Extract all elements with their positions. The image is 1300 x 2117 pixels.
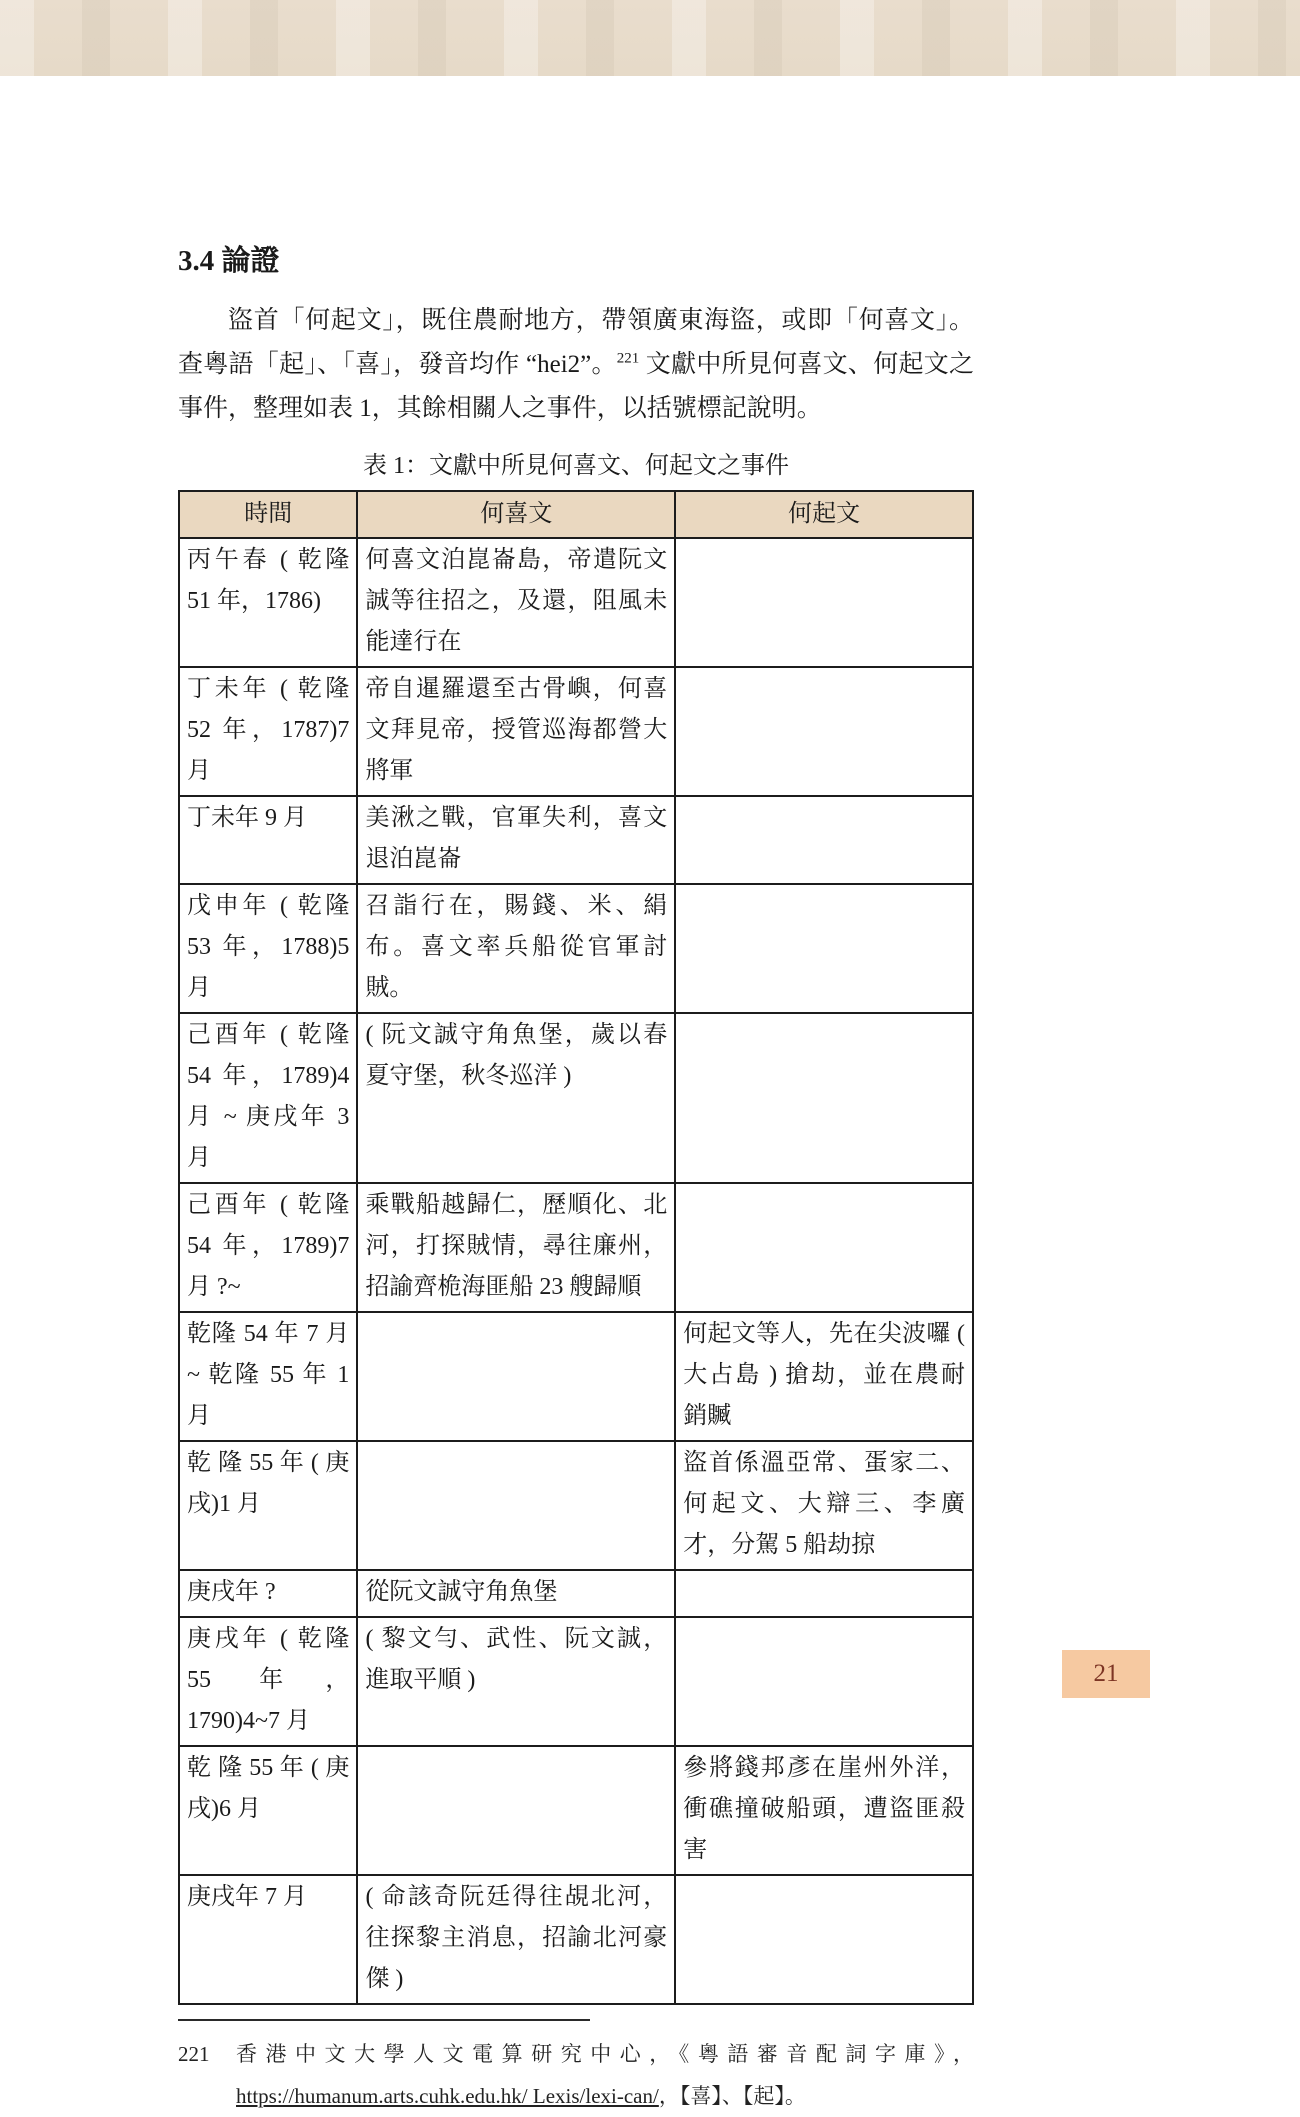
cell-time: 丁未年 ( 乾隆 52 年，1787)7 月 [179, 667, 357, 796]
table-row [179, 1570, 973, 1617]
events-table [178, 490, 974, 2005]
cell-time: 丁未年 9 月 [179, 796, 357, 884]
footnote-number: 221 [178, 2042, 210, 2066]
table-row [179, 538, 973, 667]
footnote-separator [178, 2019, 590, 2021]
decorative-top-banner [0, 0, 1300, 76]
intro-paragraph-text-2: 文獻中所見何喜文、何起文之事件，整理如表 1，其餘相關人之事件，以括號標記說明。 [178, 351, 974, 422]
cell-time: 戊申年 ( 乾隆 53 年，1788)5 月 [179, 884, 357, 1013]
table-row [179, 667, 973, 796]
cell-hexiwen [357, 1312, 675, 1441]
cell-time: 乾隆 54 年 7 月 ~ 乾隆 55 年 1 月 [179, 1312, 357, 1441]
cell-time: 己酉年 ( 乾隆 54 年，1789)4 月 ~ 庚戌年 3 月 [179, 1013, 357, 1183]
intro-paragraph [178, 299, 974, 431]
cell-heqiwen: 盜首係溫亞常、蛋家二、何起文、大辯三、李廣才，分駕 5 船劫掠 [675, 1441, 973, 1570]
cell-time: 庚戌年 7 月 [179, 1875, 357, 2004]
table-row [179, 1013, 973, 1183]
intro-paragraph-text-1: 盜首「何起文」，既住農耐地方，帶領廣東海盜，或即「何喜文」。查粵語「起」、「喜」，發音均作 “hei2”。 [178, 307, 974, 378]
cell-heqiwen [675, 1570, 973, 1617]
cell-hexiwen: 美湫之戰，官軍失利，喜文退泊崑崙 [357, 796, 675, 884]
table-header-row [179, 491, 973, 538]
cell-hexiwen: 何喜文泊崑崙島，帝遣阮文誠等往招之，及還，阻風未能達行在 [357, 538, 675, 667]
column-header-time: 時間 [179, 491, 357, 538]
column-header-hexiwen: 何喜文 [357, 491, 675, 538]
cell-heqiwen [675, 1875, 973, 2004]
cell-heqiwen [675, 884, 973, 1013]
cell-time: 丙午春 ( 乾隆 51 年，1786) [179, 538, 357, 667]
footnote [178, 2033, 974, 2117]
cell-heqiwen: 何起文等人，先在尖波囉 ( 大占島 ) 搶劫，並在農耐銷贓 [675, 1312, 973, 1441]
cell-hexiwen [357, 1441, 675, 1570]
page-number: 21 [1062, 1650, 1150, 1698]
table-row [179, 1746, 973, 1875]
footnote-url-link[interactable]: https://humanum.arts.cuhk.edu.hk/ Lexis/lexi-can/ [236, 2084, 659, 2108]
cell-heqiwen [675, 667, 973, 796]
cell-time: 庚戌年 ( 乾隆 55 年，1790)4~7 月 [179, 1617, 357, 1746]
table-row [179, 1183, 973, 1312]
cell-heqiwen [675, 538, 973, 667]
cell-hexiwen: 乘戰船越歸仁，歷順化、北河，打探賊情，尋往廉州，招諭齊桅海匪船 23 艘歸順 [357, 1183, 675, 1312]
cell-heqiwen [675, 796, 973, 884]
cell-hexiwen: ( 命該奇阮廷得往覘北河，往探黎主消息，招諭北河豪傑 ) [357, 1875, 675, 2004]
footnote-text [236, 2033, 974, 2117]
table-row [179, 1312, 973, 1441]
table-row [179, 1617, 973, 1746]
footnote-text-1: 香港中文大學人文電算研究中心，《粵語審音配詞字庫》， [236, 2042, 974, 2066]
table-title: 表 1：文獻中所見何喜文、何起文之事件 [363, 453, 789, 479]
table-row [179, 1875, 973, 2004]
cell-heqiwen [675, 1013, 973, 1183]
cell-time: 己酉年 ( 乾隆 54 年，1789)7 月 ?~ [179, 1183, 357, 1312]
cell-time: 庚戌年 ? [179, 1570, 357, 1617]
table-row [179, 884, 973, 1013]
cell-hexiwen: ( 阮文誠守角魚堡，歲以春夏守堡，秋冬巡洋 ) [357, 1013, 675, 1183]
cell-hexiwen: 帝自暹羅還至古骨嶼，何喜文拜見帝，授管巡海都營大將軍 [357, 667, 675, 796]
cell-hexiwen: ( 黎文勻、武性、阮文誠，進取平順 ) [357, 1617, 675, 1746]
cell-time: 乾 隆 55 年 ( 庚戌)1 月 [179, 1441, 357, 1570]
cell-heqiwen: 參將錢邦彥在崖州外洋，衝礁撞破船頭，遭盜匪殺害 [675, 1746, 973, 1875]
table-row [179, 1441, 973, 1570]
page-content [178, 238, 974, 2117]
cell-heqiwen [675, 1617, 973, 1746]
cell-hexiwen: 召詣行在，賜錢、米、絹布。喜文率兵船從官軍討賊。 [357, 884, 675, 1013]
cell-heqiwen [675, 1183, 973, 1312]
table-row [179, 796, 973, 884]
column-header-heqiwen: 何起文 [675, 491, 973, 538]
footnote-reference: 221 [616, 350, 640, 367]
cell-hexiwen: 從阮文誠守角魚堡 [357, 1570, 675, 1617]
cell-time: 乾 隆 55 年 ( 庚戌)6 月 [179, 1746, 357, 1875]
cell-hexiwen [357, 1746, 675, 1875]
footnote-text-2: ，【喜】、【起】。 [658, 2084, 806, 2108]
section-heading: 3.4 論證 [178, 245, 280, 277]
